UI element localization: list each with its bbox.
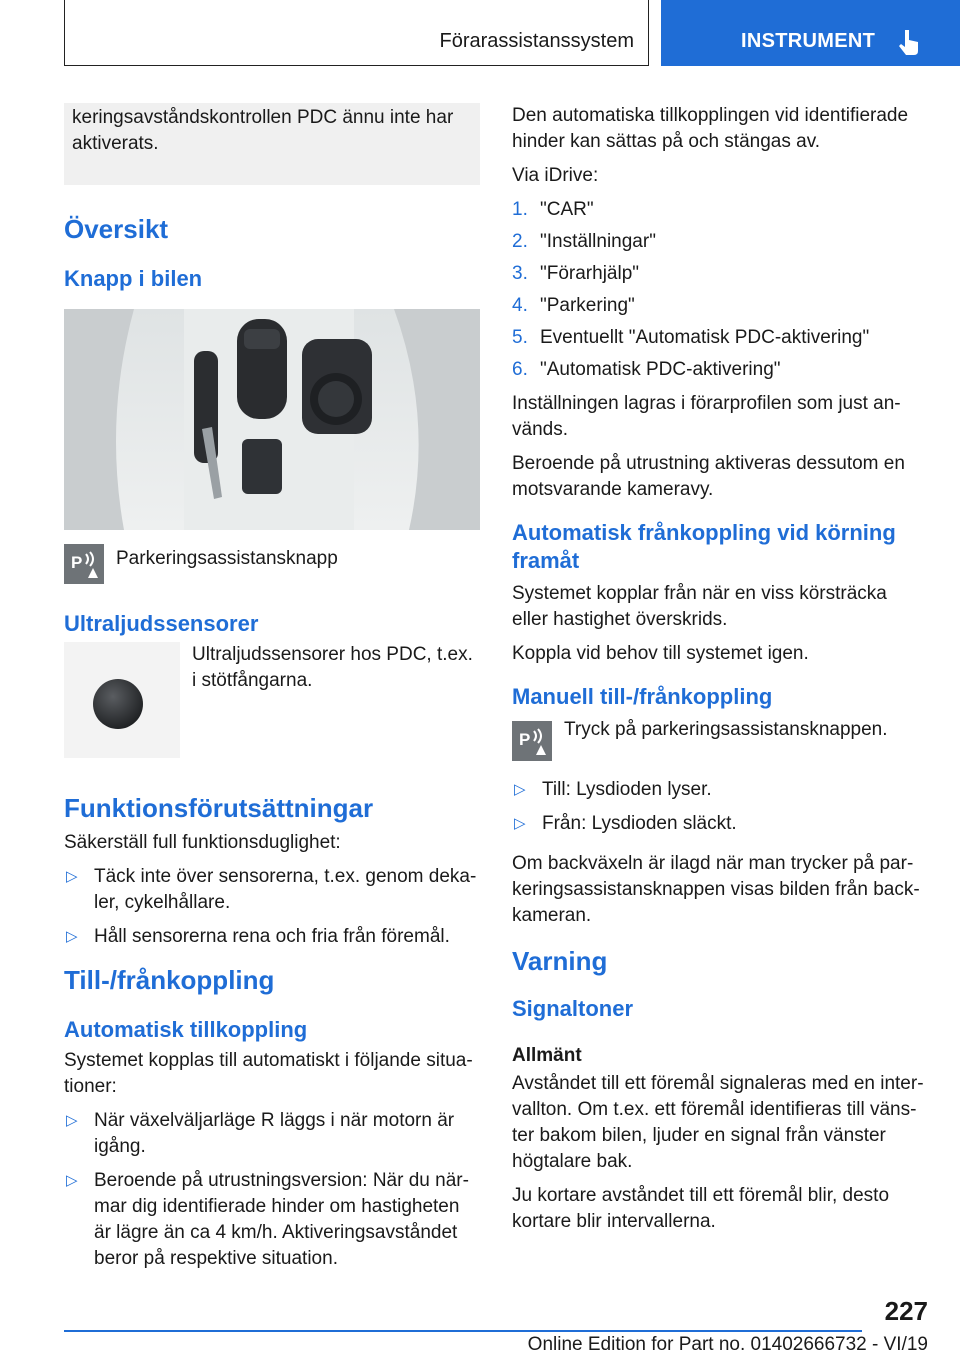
pointing-hand-icon (896, 28, 922, 56)
sensor-row (64, 642, 480, 758)
list-item: ▷ Från: Lysdioden släckt. (512, 811, 928, 837)
header-section-box (64, 0, 649, 66)
heading-requirements: Funktionsförutsättningar (64, 793, 374, 823)
note-box (64, 103, 480, 185)
edition-text: Online Edition for Part no. 01402666732 - VI/19 (527, 1334, 928, 1355)
page-number: 227 (884, 1296, 928, 1326)
header-chapter-tab[interactable] (661, 0, 960, 66)
heading-signal-tones: Signaltoner (512, 996, 634, 1021)
heading-ultrasonic-sensors: Ultraljudssensorer (64, 611, 259, 636)
heading-auto-on: Automatisk tillkoppling (64, 1017, 308, 1042)
heading-general: Allmänt (512, 1045, 582, 1066)
heading-overview: Översikt (64, 214, 169, 244)
idrive-steps (512, 197, 928, 383)
reverse-gear-text: Om backväxeln är ilagd när man trycker på par-keringsassistansknappen visas bilden från back-kameran. (512, 853, 920, 926)
list-item: ▷ Beroende på utrustningsversion: När du när-mar dig identifierade hinder om hastigheten är lägre än ca 4 km/h. Aktiveringsavståndet beror på respektive situation. (64, 1168, 480, 1272)
left-column (64, 103, 480, 1286)
camera-view-text: Beroende på utrustning aktiveras dessutom en motsvarande kameravy. (512, 453, 905, 500)
via-idrive: Via iDrive: (512, 165, 599, 186)
manual-text: Tryck på parkeringsassistansknappen. (564, 719, 888, 740)
parking-assist-row (64, 544, 480, 584)
requirements-list (64, 864, 480, 950)
step-item: 2. "Inställningar" (512, 231, 656, 252)
heading-button-in-car: Knapp i bilen (64, 266, 203, 291)
parking-assist-button-icon: P (64, 544, 104, 584)
setting-saved-text: Inställningen lagras i förarprofilen som just an-vänds. (512, 393, 901, 440)
step-item: 5. Eventuellt "Automatisk PDC-aktivering" (512, 327, 870, 348)
step-item: 6. "Automatisk PDC-aktivering" (512, 359, 781, 380)
general-text-1: Avståndet till ett föremål signaleras med en inter-vallton. Om t.ex. ett föremål identifieras till väns-ter bakom bilen, ljuder en signal från vänster högtalare bak. (512, 1073, 924, 1172)
manual-row (512, 715, 928, 761)
list-item: ▷ När växelväljarläge R läggs i när motorn är igång. (64, 1108, 480, 1160)
auto-off-text-1: Systemet kopplar från när en viss körsträcka eller hastighet överskrids. (512, 583, 887, 630)
header-chapter-title: INSTRUMENT (741, 30, 876, 52)
list-item: ▷ Håll sensorerna rena och fria från föremål. (64, 924, 480, 950)
header-section-title: Förarassistanssystem (439, 30, 634, 52)
manual-list (512, 777, 928, 837)
footer-divider (64, 1330, 862, 1332)
step-item: 1. "CAR" (512, 199, 594, 220)
auto-on-list (64, 1108, 480, 1272)
heading-on-off: Till-/frånkoppling (64, 965, 275, 995)
sensors-text: Ultraljudssensorer hos PDC, t.ex. i stötfångarna. (192, 644, 473, 691)
auto-on-intro: Systemet kopplas till automatiskt i följande situa-tioner: (64, 1050, 473, 1097)
step-item: 3. "Förarhjälp" (512, 263, 640, 284)
heading-auto-off: Automatisk frånkoppling vid körning framåt (512, 520, 896, 573)
list-item: ▷ Till: Lysdioden lyser. (512, 777, 928, 803)
parking-assist-button-icon: P (512, 721, 552, 761)
note-text: keringsavståndskontrollen PDC ännu inte har aktiverats. (72, 107, 454, 154)
sensor-image (64, 642, 180, 758)
heading-manual: Manuell till-/frånkoppling (512, 684, 773, 709)
general-text-2: Ju kortare avståndet till ett föremål blir, desto kortare blir intervallerna. (512, 1185, 890, 1232)
heading-warning: Varning (512, 946, 608, 976)
step-item: 4. "Parkering" (512, 295, 635, 316)
auto-activation-intro: Den automatiska tillkopplingen vid identifierade hinder kan sättas på och stängas av. (512, 105, 909, 152)
auto-off-text-2: Koppla vid behov till systemet igen. (512, 643, 809, 664)
list-item: ▷ Täck inte över sensorerna, t.ex. genom deka-ler, cykelhållare. (64, 864, 480, 916)
requirements-intro: Säkerställ full funktionsduglighet: (64, 832, 341, 853)
right-column (512, 103, 928, 1243)
parking-assist-caption: Parkeringsassistansknapp (116, 548, 338, 569)
center-console-photo (64, 309, 480, 530)
